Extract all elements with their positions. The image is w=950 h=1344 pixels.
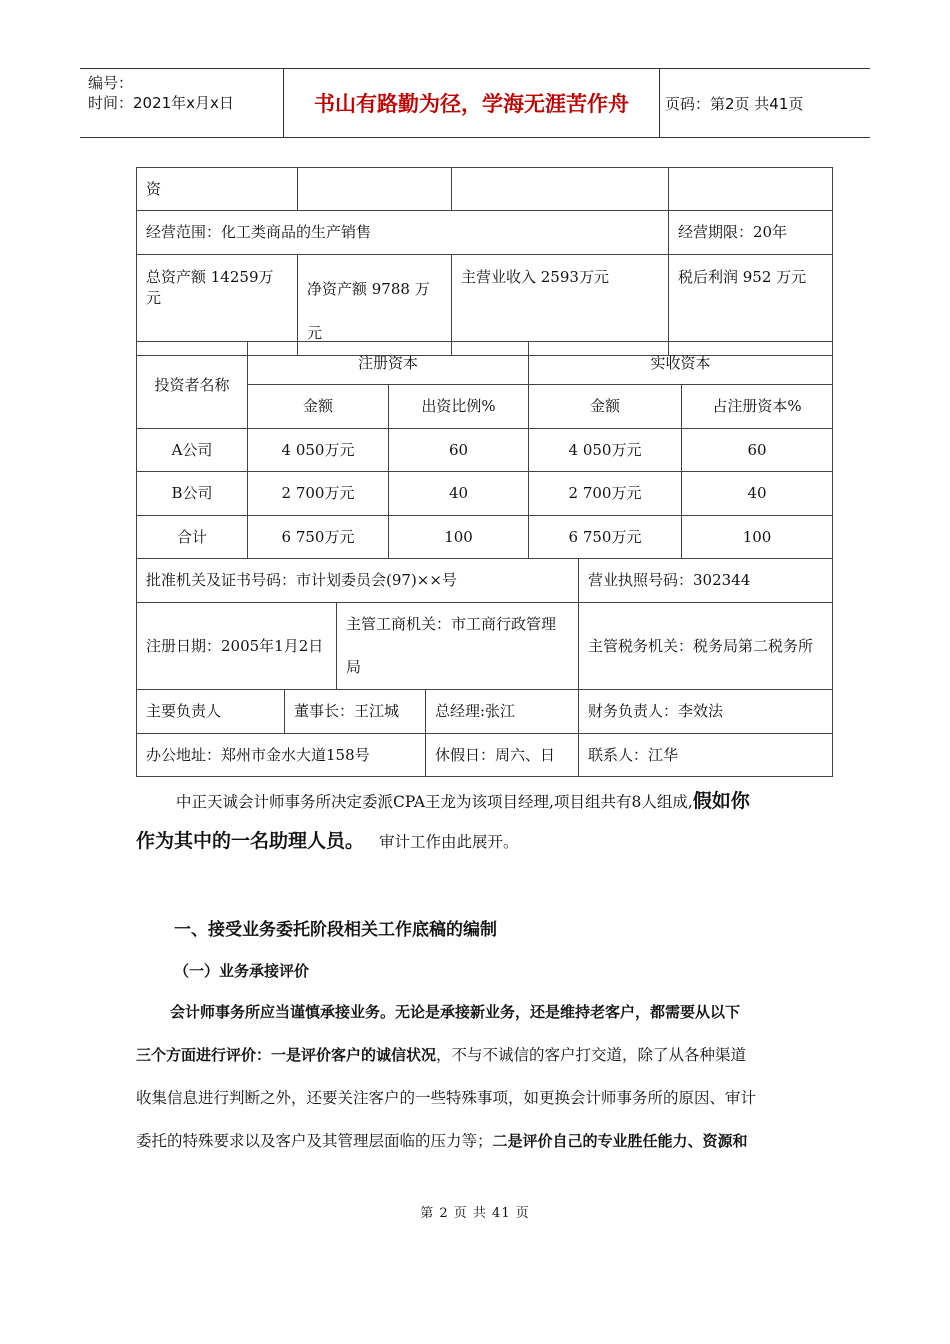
ic-authority: 主管工商机关：市工商行政管理局: [337, 603, 579, 690]
company-info-table: [136, 167, 833, 356]
cell-capital-tail: 资: [137, 168, 298, 211]
business-term: 经营期限：20年: [669, 211, 833, 255]
sub-amount2-header: 金额: [529, 385, 682, 429]
chairman: 董事长：王江城: [285, 690, 426, 734]
general-manager: 总经理:张江: [426, 690, 579, 734]
license-number: 营业执照号码：302344: [579, 559, 833, 603]
tax-authority: 主管税务机关：税务局第二税务所: [579, 603, 833, 690]
table-row: B公司 2 700万元 40 2 700万元 40: [137, 472, 833, 516]
paragraph-line-3: 收集信息进行判断之外，还要关注客户的一些特殊事项，如更换会计师事务所的原因、审计: [136, 1089, 757, 1107]
holiday: 休假日：周六、日: [426, 734, 579, 777]
intro-text-c: 审计工作由此展开。: [378, 833, 519, 851]
contact-person: 联系人：江华: [579, 734, 833, 777]
intro-bold-a: 假如你: [692, 790, 750, 812]
page-info: 页码：第2页 共41页: [665, 94, 804, 113]
intro-paragraph-2: [136, 826, 826, 857]
office-address: 办公地址：郑州市金水大道158号: [137, 734, 426, 777]
registration-date: 注册日期：2005年1月2日: [137, 603, 337, 690]
header-left: [88, 73, 283, 113]
net-assets: 净资产额 9788 万元: [298, 255, 452, 356]
main-person-label: 主要负责人: [137, 690, 285, 734]
intro-paragraph: [136, 788, 826, 815]
approval-authority: 批准机关及证书号码：市计划委员会(97)××号: [137, 559, 579, 603]
registered-capital-header: 注册资本: [248, 342, 529, 385]
paid-capital-header: 实收资本: [529, 342, 833, 385]
subsection-heading: （一）业务承接评价: [174, 962, 310, 980]
motto: 书山有路勤为径，学海无涯苦作舟: [283, 69, 660, 137]
sub-amount-header: 金额: [248, 385, 389, 429]
investor-name-header: 投资者名称: [137, 342, 248, 429]
page-header: [80, 68, 870, 138]
date-line: 时间：2021年x月x日: [88, 94, 234, 112]
paragraph-line-4: 委托的特殊要求以及客户及其管理层面临的压力等；二是评价自己的专业胜任能力、资源和: [136, 1132, 748, 1150]
section-heading: 一、接受业务委托阶段相关工作底稿的编制: [174, 920, 497, 940]
sub-ratio-header: 出资比例%: [389, 385, 529, 429]
paragraph-line-2: 三个方面进行评价：一是评价客户的诚信状况，不与不诚信的客户打交道，除了从各种渠道: [136, 1046, 747, 1064]
paragraph-line-1: 会计师事务所应当谨慎承接业务。无论是承接新业务，还是维持老客户，都需要从以下: [170, 1003, 741, 1021]
total-assets: 总资产额 14259万元: [137, 255, 298, 356]
page-footer: 第 2 页 共 41 页: [420, 1206, 530, 1221]
sub-ratio2-header: 占注册资本%: [682, 385, 833, 429]
intro-bold-b: 作为其中的一名助理人员。: [136, 830, 365, 852]
number-label: 编号：: [88, 74, 134, 92]
table-row: A公司 4 050万元 60 4 050万元 60: [137, 429, 833, 472]
net-profit: 税后利润 952 万元: [669, 255, 833, 356]
intro-text-a: 中正天诚会计师事务所决定委派CPA王龙为该项目经理,项目组共有8人组成,: [176, 793, 693, 811]
revenue: 主营业收入 2593万元: [452, 255, 669, 356]
table-row: 合计 6 750万元 100 6 750万元 100: [137, 516, 833, 559]
registration-table: [136, 558, 833, 777]
business-scope: 经营范围：化工类商品的生产销售: [137, 211, 669, 255]
finance-head: 财务负责人：李效法: [579, 690, 833, 734]
investor-table: [136, 341, 833, 559]
